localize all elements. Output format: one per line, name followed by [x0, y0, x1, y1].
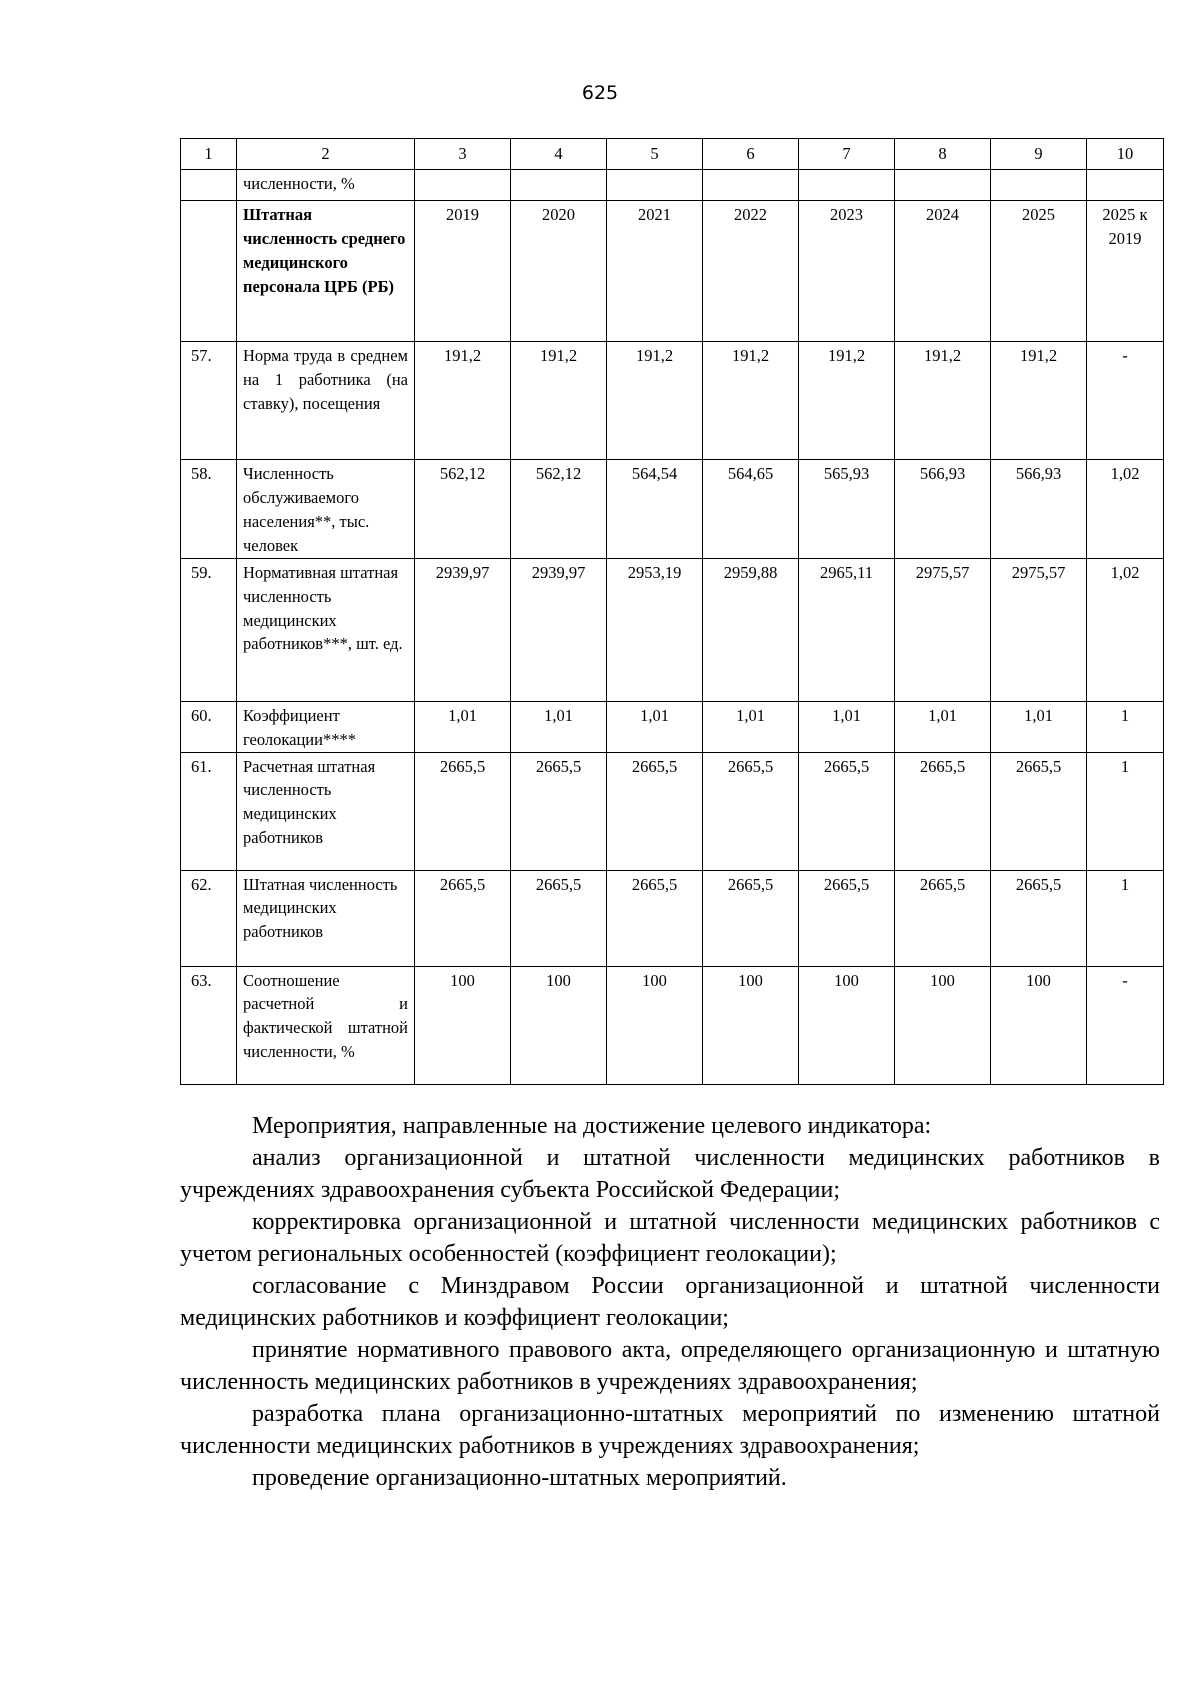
- measures-heading: Мероприятия, направленные на достижение целевого индикатора:: [252, 1113, 932, 1139]
- value-cell: 100: [895, 966, 991, 1084]
- row-label: Штатная численность медицинских работников: [237, 870, 415, 966]
- measure-item: принятие нормативного правового акта, определяющего организационную и штатную численность медицинских работников в учреждениях здравоохранения;: [180, 1337, 1160, 1395]
- value-cell: 2665,5: [415, 870, 511, 966]
- continuation-row: [181, 170, 1164, 201]
- value-cell: 2665,5: [991, 752, 1087, 870]
- value-cell: 566,93: [895, 460, 991, 559]
- column-header: 4: [511, 139, 607, 170]
- row-number: 57.: [181, 342, 237, 460]
- value-cell: 1,01: [607, 701, 703, 752]
- value-cell: 100: [703, 966, 799, 1084]
- value-cell: 1: [1087, 870, 1164, 966]
- value-cell: 564,54: [607, 460, 703, 559]
- row-label: Нормативная штатная численность медицинских работников***, шт. ед.: [237, 558, 415, 701]
- value-cell: 1,02: [1087, 558, 1164, 701]
- row-number: 59.: [181, 558, 237, 701]
- value-cell: 1,01: [799, 701, 895, 752]
- value-cell: 2665,5: [895, 752, 991, 870]
- value-cell: 1: [1087, 752, 1164, 870]
- measure-item: анализ организационной и штатной численности медицинских работников в учреждениях здравоохранения субъекта Российской Федерации;: [180, 1145, 1160, 1203]
- column-header: 10: [1087, 139, 1164, 170]
- column-header: 9: [991, 139, 1087, 170]
- table-row: [181, 460, 1164, 559]
- row-number: 61.: [181, 752, 237, 870]
- value-cell: 191,2: [703, 342, 799, 460]
- section-title: Штатная численность среднего медицинского персонала ЦРБ (РБ): [237, 201, 415, 342]
- measure-item: согласование с Минздравом России организационной и штатной численности медицинских работников и коэффициент геолокации;: [180, 1273, 1160, 1331]
- column-header: 2: [237, 139, 415, 170]
- row-number: 58.: [181, 460, 237, 559]
- value-cell: 1,01: [415, 701, 511, 752]
- column-header: 7: [799, 139, 895, 170]
- table-row: [181, 752, 1164, 870]
- continuation-cell: численности, %: [237, 170, 415, 201]
- table-row: [181, 966, 1164, 1084]
- value-cell: 2665,5: [703, 752, 799, 870]
- value-cell: 2939,97: [511, 558, 607, 701]
- row-label: Численность обслуживаемого населения**, тыс. человек: [237, 460, 415, 559]
- value-cell: 562,12: [415, 460, 511, 559]
- page-number: 625: [581, 82, 619, 104]
- row-label: Норма труда в среднем на 1 работника (на ставку), посещения: [237, 342, 415, 460]
- table-row: [181, 870, 1164, 966]
- value-cell: 2665,5: [703, 870, 799, 966]
- value-cell: 191,2: [607, 342, 703, 460]
- value-cell: 2665,5: [607, 752, 703, 870]
- row-number: 60.: [181, 701, 237, 752]
- year-cell: 2019: [415, 201, 511, 342]
- value-cell: 1,01: [895, 701, 991, 752]
- value-cell: 100: [991, 966, 1087, 1084]
- value-cell: 191,2: [415, 342, 511, 460]
- year-cell: 2024: [895, 201, 991, 342]
- measure-item: проведение организационно-штатных мероприятий.: [252, 1465, 787, 1491]
- column-header-row: [181, 139, 1164, 170]
- column-header: 1: [181, 139, 237, 170]
- value-cell: 2975,57: [895, 558, 991, 701]
- table-row: [181, 701, 1164, 752]
- measure-item: корректировка организационной и штатной численности медицинских работников с учетом региональных особенностей (коэффициент геолокации);: [180, 1209, 1160, 1267]
- value-cell: 191,2: [991, 342, 1087, 460]
- row-number: 63.: [181, 966, 237, 1084]
- column-header: 5: [607, 139, 703, 170]
- value-cell: 2665,5: [511, 870, 607, 966]
- table-row: [181, 558, 1164, 701]
- year-cell: 2025: [991, 201, 1087, 342]
- value-cell: 2665,5: [799, 752, 895, 870]
- measure-item: разработка плана организационно-штатных мероприятий по изменению штатной численности медицинских работников в учреждениях здравоохранения;: [180, 1401, 1160, 1459]
- value-cell: 100: [511, 966, 607, 1084]
- value-cell: 2939,97: [415, 558, 511, 701]
- value-cell: 2965,11: [799, 558, 895, 701]
- value-cell: 100: [799, 966, 895, 1084]
- value-cell: -: [1087, 342, 1164, 460]
- column-header: 3: [415, 139, 511, 170]
- value-cell: 1,01: [703, 701, 799, 752]
- row-label: Расчетная штатная численность медицинских работников: [237, 752, 415, 870]
- measures-text: [180, 1110, 1160, 1494]
- value-cell: 2665,5: [511, 752, 607, 870]
- value-cell: 2975,57: [991, 558, 1087, 701]
- year-cell: 2023: [799, 201, 895, 342]
- value-cell: 1,01: [991, 701, 1087, 752]
- value-cell: 2665,5: [991, 870, 1087, 966]
- ratio-header-cell: 2025 к 2019: [1087, 201, 1164, 342]
- value-cell: 2665,5: [799, 870, 895, 966]
- value-cell: 564,65: [703, 460, 799, 559]
- value-cell: 2953,19: [607, 558, 703, 701]
- indicators-table: [180, 138, 1164, 1085]
- value-cell: 2959,88: [703, 558, 799, 701]
- value-cell: 191,2: [511, 342, 607, 460]
- value-cell: 1,01: [511, 701, 607, 752]
- row-label: Соотношение расчетной и фактической штатной численности, %: [237, 966, 415, 1084]
- value-cell: 1: [1087, 701, 1164, 752]
- value-cell: 565,93: [799, 460, 895, 559]
- table-row: [181, 342, 1164, 460]
- value-cell: 191,2: [895, 342, 991, 460]
- column-header: 6: [703, 139, 799, 170]
- column-header: 8: [895, 139, 991, 170]
- value-cell: 100: [415, 966, 511, 1084]
- row-number: 62.: [181, 870, 237, 966]
- value-cell: 1,02: [1087, 460, 1164, 559]
- row-label: Коэффициент геолокации****: [237, 701, 415, 752]
- value-cell: 2665,5: [415, 752, 511, 870]
- value-cell: -: [1087, 966, 1164, 1084]
- year-cell: 2021: [607, 201, 703, 342]
- year-cell: 2022: [703, 201, 799, 342]
- value-cell: 562,12: [511, 460, 607, 559]
- value-cell: 100: [607, 966, 703, 1084]
- value-cell: 566,93: [991, 460, 1087, 559]
- value-cell: 191,2: [799, 342, 895, 460]
- value-cell: 2665,5: [895, 870, 991, 966]
- year-cell: 2020: [511, 201, 607, 342]
- value-cell: 2665,5: [607, 870, 703, 966]
- section-header-row: [181, 201, 1164, 342]
